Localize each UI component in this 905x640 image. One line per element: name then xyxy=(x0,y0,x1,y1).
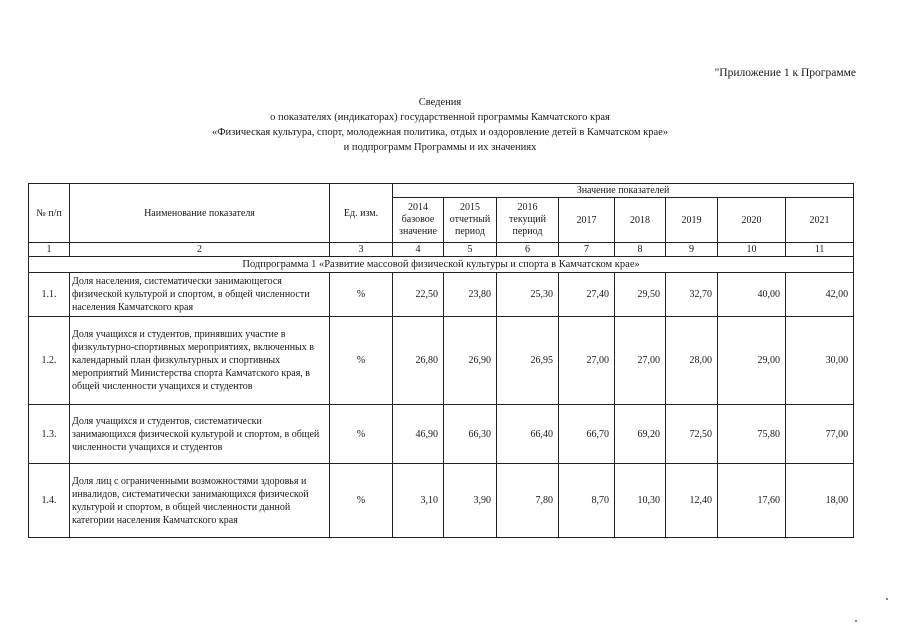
col-header-2021: 2021 xyxy=(786,198,854,243)
value-cell: 26,80 xyxy=(393,317,444,405)
value-cell: 29,00 xyxy=(718,317,786,405)
value-cell: 72,50 xyxy=(666,405,718,464)
index-cell: 7 xyxy=(559,243,615,257)
col-header-name: Наименование показателя xyxy=(70,184,330,243)
col-header-2018: 2018 xyxy=(615,198,666,243)
value-cell: 42,00 xyxy=(786,273,854,317)
value-cell: 32,70 xyxy=(666,273,718,317)
unit-cell: % xyxy=(330,405,393,464)
value-cell: 69,20 xyxy=(615,405,666,464)
index-cell: 1 xyxy=(29,243,70,257)
index-cell: 5 xyxy=(444,243,497,257)
value-cell: 66,40 xyxy=(497,405,559,464)
index-cell: 2 xyxy=(70,243,330,257)
scan-speck xyxy=(855,620,857,622)
value-cell: 22,50 xyxy=(393,273,444,317)
value-cell: 12,40 xyxy=(666,464,718,538)
value-cell: 8,70 xyxy=(559,464,615,538)
table-row xyxy=(29,405,854,464)
value-cell: 75,80 xyxy=(718,405,786,464)
col-header-2020: 2020 xyxy=(718,198,786,243)
row-number: 1.3. xyxy=(29,405,70,464)
row-number: 1.2. xyxy=(29,317,70,405)
value-cell: 46,90 xyxy=(393,405,444,464)
value-cell: 10,30 xyxy=(615,464,666,538)
scan-speck xyxy=(886,598,888,600)
subprogram-row xyxy=(29,257,854,273)
value-cell: 30,00 xyxy=(786,317,854,405)
index-cell: 6 xyxy=(497,243,559,257)
indicators-table xyxy=(28,183,854,538)
col-header-number: № п/п xyxy=(29,184,70,243)
heading-line-3: «Физическая культура, спорт, молодежная политика, отдых и оздоровление детей в Камчатском крае» xyxy=(211,127,669,138)
row-number: 1.4. xyxy=(29,464,70,538)
col-header-2016: 2016 текущий период xyxy=(497,198,559,243)
value-cell: 26,90 xyxy=(444,317,497,405)
heading-title: Сведения xyxy=(418,97,462,108)
index-cell: 9 xyxy=(666,243,718,257)
value-cell: 66,30 xyxy=(444,405,497,464)
heading-line-2: о показателях (индикаторах) государственной программы Камчатского края xyxy=(270,112,610,123)
col-header-unit: Ед. изм. xyxy=(330,184,393,243)
value-cell: 29,50 xyxy=(615,273,666,317)
unit-cell: % xyxy=(330,273,393,317)
indicator-name: Доля учащихся и студентов, систематически занимающихся физической культурой и спортом, в общей численности учащихся и студентов xyxy=(70,405,330,464)
value-cell: 66,70 xyxy=(559,405,615,464)
value-cell: 27,40 xyxy=(559,273,615,317)
document-heading xyxy=(150,95,730,155)
heading-line-4: и подпрограмм Программы и их значениях xyxy=(343,142,537,153)
value-cell: 17,60 xyxy=(718,464,786,538)
value-cell: 23,80 xyxy=(444,273,497,317)
value-cell: 3,90 xyxy=(444,464,497,538)
index-cell: 3 xyxy=(330,243,393,257)
table-row xyxy=(29,317,854,405)
column-index-row xyxy=(29,243,854,257)
value-cell: 40,00 xyxy=(718,273,786,317)
col-header-2019: 2019 xyxy=(666,198,718,243)
subprogram-title: Подпрограмма 1 «Развитие массовой физической культуры и спорта в Камчатском крае» xyxy=(29,257,854,273)
unit-cell: % xyxy=(330,317,393,405)
row-number: 1.1. xyxy=(29,273,70,317)
header-row-1 xyxy=(29,184,854,198)
value-cell: 25,30 xyxy=(497,273,559,317)
value-cell: 26,95 xyxy=(497,317,559,405)
table-row xyxy=(29,464,854,538)
appendix-label: "Приложение 1 к Программе xyxy=(714,67,856,79)
value-cell: 7,80 xyxy=(497,464,559,538)
index-cell: 4 xyxy=(393,243,444,257)
value-cell: 27,00 xyxy=(559,317,615,405)
value-cell: 3,10 xyxy=(393,464,444,538)
value-cell: 77,00 xyxy=(786,405,854,464)
value-cell: 27,00 xyxy=(615,317,666,405)
unit-cell: % xyxy=(330,464,393,538)
col-header-2014: 2014 базовое значение xyxy=(393,198,444,243)
value-cell: 18,00 xyxy=(786,464,854,538)
values-group-header: Значение показателей xyxy=(393,184,854,198)
table-row xyxy=(29,273,854,317)
index-cell: 8 xyxy=(615,243,666,257)
indicator-name: Доля учащихся и студентов, принявших участие в физкультурно-спортивных мероприятиях, включенных в календарный план физкультурных и спортивных мероприятий Министерства спорта Камчатского края, в общей численности учащихся и студентов xyxy=(70,317,330,405)
index-cell: 10 xyxy=(718,243,786,257)
indicator-name: Доля населения, систематически занимающегося физической культурой и спортом, в общей численности населения Камчатского края xyxy=(70,273,330,317)
value-cell: 28,00 xyxy=(666,317,718,405)
col-header-2015: 2015 отчетный период xyxy=(444,198,497,243)
index-cell: 11 xyxy=(786,243,854,257)
indicator-name: Доля лиц с ограниченными возможностями здоровья и инвалидов, систематически занимающихся физической культурой и спортом, в общей численности данной категории населения Камчатского края xyxy=(70,464,330,538)
col-header-2017: 2017 xyxy=(559,198,615,243)
